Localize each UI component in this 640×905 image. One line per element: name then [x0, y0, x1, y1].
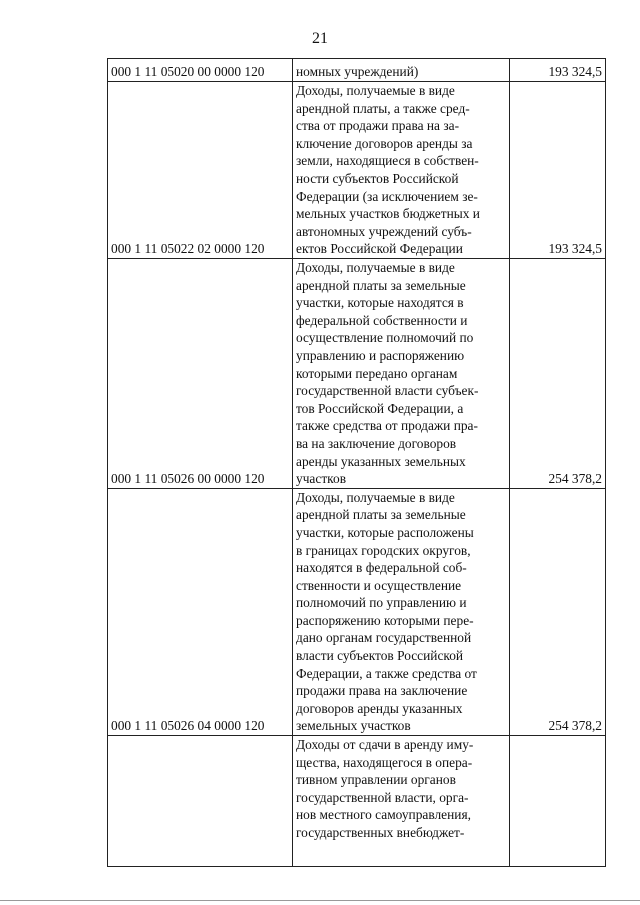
amount [510, 736, 606, 867]
revenue-description: номных учреждений) [293, 59, 510, 82]
table-row [108, 259, 606, 489]
amount: 254 378,2 [510, 488, 606, 735]
budget-revenue-table [107, 58, 606, 867]
classification-code: 000 1 11 05022 02 0000 120 [108, 82, 293, 259]
table-row [108, 82, 606, 259]
page-number: 21 [312, 30, 328, 47]
revenue-description: Доходы, получаемые в виде арендной платы за земельные участки, которые находятся в федеральной собственности и осуществление полномочий по управлению и распоряжению которыми передано органам государственной власти субъек- тов Российской Федерации, а также средства от продажи пра- ва на заключение договоров аренды указанных земельных участков [293, 259, 510, 489]
classification-code: 000 1 11 05020 00 0000 120 [108, 59, 293, 82]
classification-code: 000 1 11 05026 00 0000 120 [108, 259, 293, 489]
classification-code: 000 1 11 05026 04 0000 120 [108, 488, 293, 735]
amount: 193 324,5 [510, 59, 606, 82]
classification-code [108, 736, 293, 867]
revenue-description: Доходы, получаемые в виде арендной платы за земельные участки, которые расположены в границах городских округов, находятся в федеральной соб- ственности и осуществление полномочий по управлению и распоряжению которыми пере- дано органам государственной власти субъектов Российской Федерации, а также средства от продажи права на заключение договоров аренды указанных земельных участков [293, 488, 510, 735]
revenue-description: Доходы, получаемые в виде арендной платы, а также сред- ства от продажи права на за- ключение договоров аренды за земли, находящиеся в собствен- ности субъектов Российской Федерации (за исключением зе- мельных участков бюджетных и автономных учреждений субъ- ектов Российской Федерации [293, 82, 510, 259]
amount: 254 378,2 [510, 259, 606, 489]
table-row [108, 488, 606, 735]
revenue-description: Доходы от сдачи в аренду иму- щества, находящегося в опера- тивном управлении органов государственной власти, орга- нов местного самоуправления, государственных внебюджет- [293, 736, 510, 867]
amount: 193 324,5 [510, 82, 606, 259]
page-bottom-edge [0, 900, 640, 901]
table-row [108, 736, 606, 867]
table-row [108, 59, 606, 82]
